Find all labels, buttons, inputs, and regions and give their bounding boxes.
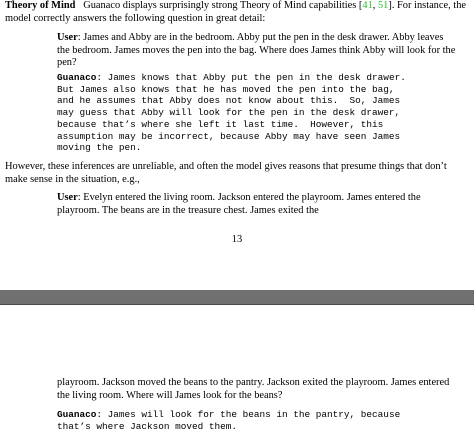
response-line-1: Guanaco: James knows that Abby put the pen in the desk drawer. — [57, 72, 406, 83]
example-2-user-prompt-part-2: playroom. Jackson moved the beans to the pantry. Jackson exited the playroom. James entered the living room. Where will James look for the beans? — [57, 377, 450, 401]
response-line-2: But James also knows that he has moved the pen into the bag, — [57, 83, 395, 95]
response-line-5: because that’s where she left it last time. However, this — [57, 118, 384, 130]
page-separator — [0, 290, 474, 305]
user-label: User — [57, 32, 78, 43]
example-2-user-prompt-part-1 — [57, 192, 457, 217]
citation-link-51[interactable]: 51 — [377, 0, 389, 11]
response-line-4: may guess that Abby will look for the pen in the desk drawer, — [57, 107, 401, 119]
example-1-user-prompt — [57, 32, 457, 70]
user-label: User — [57, 192, 78, 203]
guanaco-label: Guanaco — [57, 72, 97, 83]
response-line-7: moving the pen. — [57, 142, 142, 154]
citation-link-41[interactable]: 41 — [362, 0, 373, 11]
example-1-guanaco-response — [57, 72, 457, 154]
pdf-page-14 — [0, 305, 474, 437]
citation-separator: , — [372, 0, 378, 11]
intro-text-start: Guanaco displays surprisingly strong Theory of Mind capabilities [ — [83, 0, 363, 11]
response-line-3: and he assumes that Abby does not know about this. So, James — [57, 95, 401, 107]
example-2-guanaco-response — [57, 409, 457, 432]
response-line-6: assumption may be incorrect, because Abby may have seen James — [57, 130, 401, 142]
response-line-2: that’s where Jackson moved them. — [57, 420, 238, 432]
theory-of-mind-paragraph — [5, 0, 469, 25]
guanaco-label: Guanaco — [57, 409, 97, 420]
page-number: 13 — [231, 234, 243, 245]
transition-paragraph: However, these inferences are unreliable, and often the model gives reasons that presume things that don’t make sense in the situation, e.g., — [5, 161, 447, 185]
section-heading: Theory of Mind — [5, 0, 76, 11]
user-text: : Evelyn entered the living room. Jackson entered the playroom. James entered the playroom. The beans are in the treasure chest. James exited the — [57, 192, 421, 216]
user-text: : James and Abby are in the bedroom. Abby put the pen in the desk drawer. Abby leaves the bedroom. James moves the pen into the bag. Where does James think Abby will look for the pen? — [57, 32, 456, 69]
response-line-1: Guanaco: James will look for the beans in the pantry, because — [57, 409, 401, 420]
intro-text-end: ]. For instance, the model correctly answers the following question in great detail: — [5, 0, 466, 24]
